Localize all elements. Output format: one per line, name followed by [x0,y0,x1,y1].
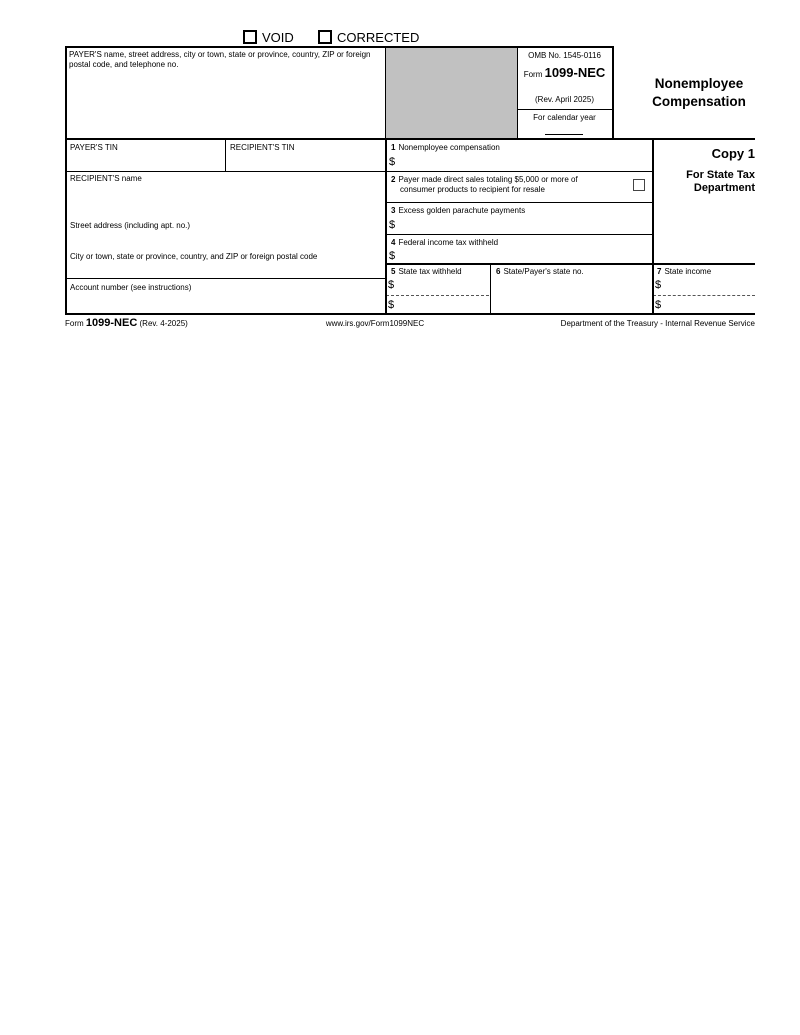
box4-label: 4 Federal income tax withheld [391,238,499,247]
box5-number: 5 [391,267,396,276]
box7-label: 7 State income [657,267,712,276]
footer-form-id [65,317,188,330]
omb-number: OMB No. 1545-0116 [528,51,601,60]
box2-checkbox[interactable] [633,179,645,191]
box3-bottom [385,234,653,235]
payer-tin-label[interactable]: PAYER'S TIN [70,143,118,152]
omb-right-border [612,46,614,140]
form-title-line2: Compensation [652,94,746,109]
box2-bottom [385,202,653,203]
footer-agency: Department of the Treasury - Internal Revenue Service [560,319,755,328]
form-word: Form [523,70,543,79]
box7-dashed-line [653,295,755,296]
form-title-line1: Nonemployee [654,76,744,91]
box3-number: 3 [391,206,396,215]
revision-label: (Rev. April 2025) [535,95,594,104]
corrected-label: CORRECTED [337,30,420,45]
payer-info-label[interactable]: PAYER'S name, street address, city or town, state or province, country, ZIP or foreign postal code, and telephone no. [69,50,371,69]
corrected-checkbox[interactable] [318,30,332,44]
border-top [65,46,614,48]
tin-divider [225,139,226,172]
omb-divider [517,109,613,110]
box6-label[interactable]: 6 State/Payer's state no. [496,267,584,276]
city-label[interactable]: City or town, state or province, country, and ZIP or foreign postal code [70,252,318,261]
account-row-top [65,278,386,279]
account-number-label[interactable]: Account number (see instructions) [70,283,192,292]
column-divider-top [385,46,386,139]
box3-dollar-sign[interactable]: $ [389,219,396,231]
column-divider-bottom [385,138,387,315]
box1-dollar-sign[interactable]: $ [389,156,396,168]
calendar-year-blank-field[interactable] [545,134,583,135]
border-left [65,46,67,315]
box2-label-line1: 2 Payer made direct sales totaling $5,000 or more of [391,175,578,184]
box4-dollar-sign[interactable]: $ [389,250,396,262]
footer-form-number: 1099-NEC [85,317,138,329]
box7-number: 7 [657,267,662,276]
copy-designation: Copy 1 [711,146,755,161]
recipient-tin-label[interactable]: RECIPIENT'S TIN [230,143,295,152]
box2-label-line2: consumer products to recipient for resale [400,185,545,194]
box3-label: 3 Excess golden parachute payments [391,206,526,215]
box4-bottom [385,263,755,265]
tin-row-bottom [65,171,653,172]
box5-box6-divider [490,263,491,315]
void-checkbox[interactable] [243,30,257,44]
void-label: VOID [262,30,294,45]
copy-recipient-line1: For State Tax [686,169,755,181]
shaded-area [386,48,517,138]
footer-form-word: Form [65,319,84,328]
recipient-name-label[interactable]: RECIPIENT'S name [70,174,142,183]
footer-revision: (Rev. 4-2025) [139,319,188,328]
box7-dollar-sign-bottom[interactable]: $ [655,299,662,311]
box1-number: 1 [391,143,396,152]
copy-recipient-line2: Department [693,182,755,194]
box5-dollar-sign-bottom[interactable]: $ [388,299,395,311]
box1-label: 1 Nonemployee compensation [391,143,500,152]
box4-number: 4 [391,238,396,247]
form-number: 1099-NEC [544,65,606,80]
box2-number: 2 [391,175,396,184]
box6-number: 6 [496,267,501,276]
amount-column-right-border [652,138,654,315]
form-title [640,75,758,111]
calendar-year-label: For calendar year [533,113,596,122]
street-address-label[interactable]: Street address (including apt. no.) [70,221,191,230]
box5-label: 5 State tax withheld [391,267,462,276]
box5-dollar-sign-top[interactable]: $ [388,279,395,291]
box5-dashed-line [386,295,489,296]
form-number-block [513,66,616,82]
footer-irs-url[interactable]: www.irs.gov/Form1099NEC [325,319,425,328]
box7-dollar-sign-top[interactable]: $ [655,279,662,291]
